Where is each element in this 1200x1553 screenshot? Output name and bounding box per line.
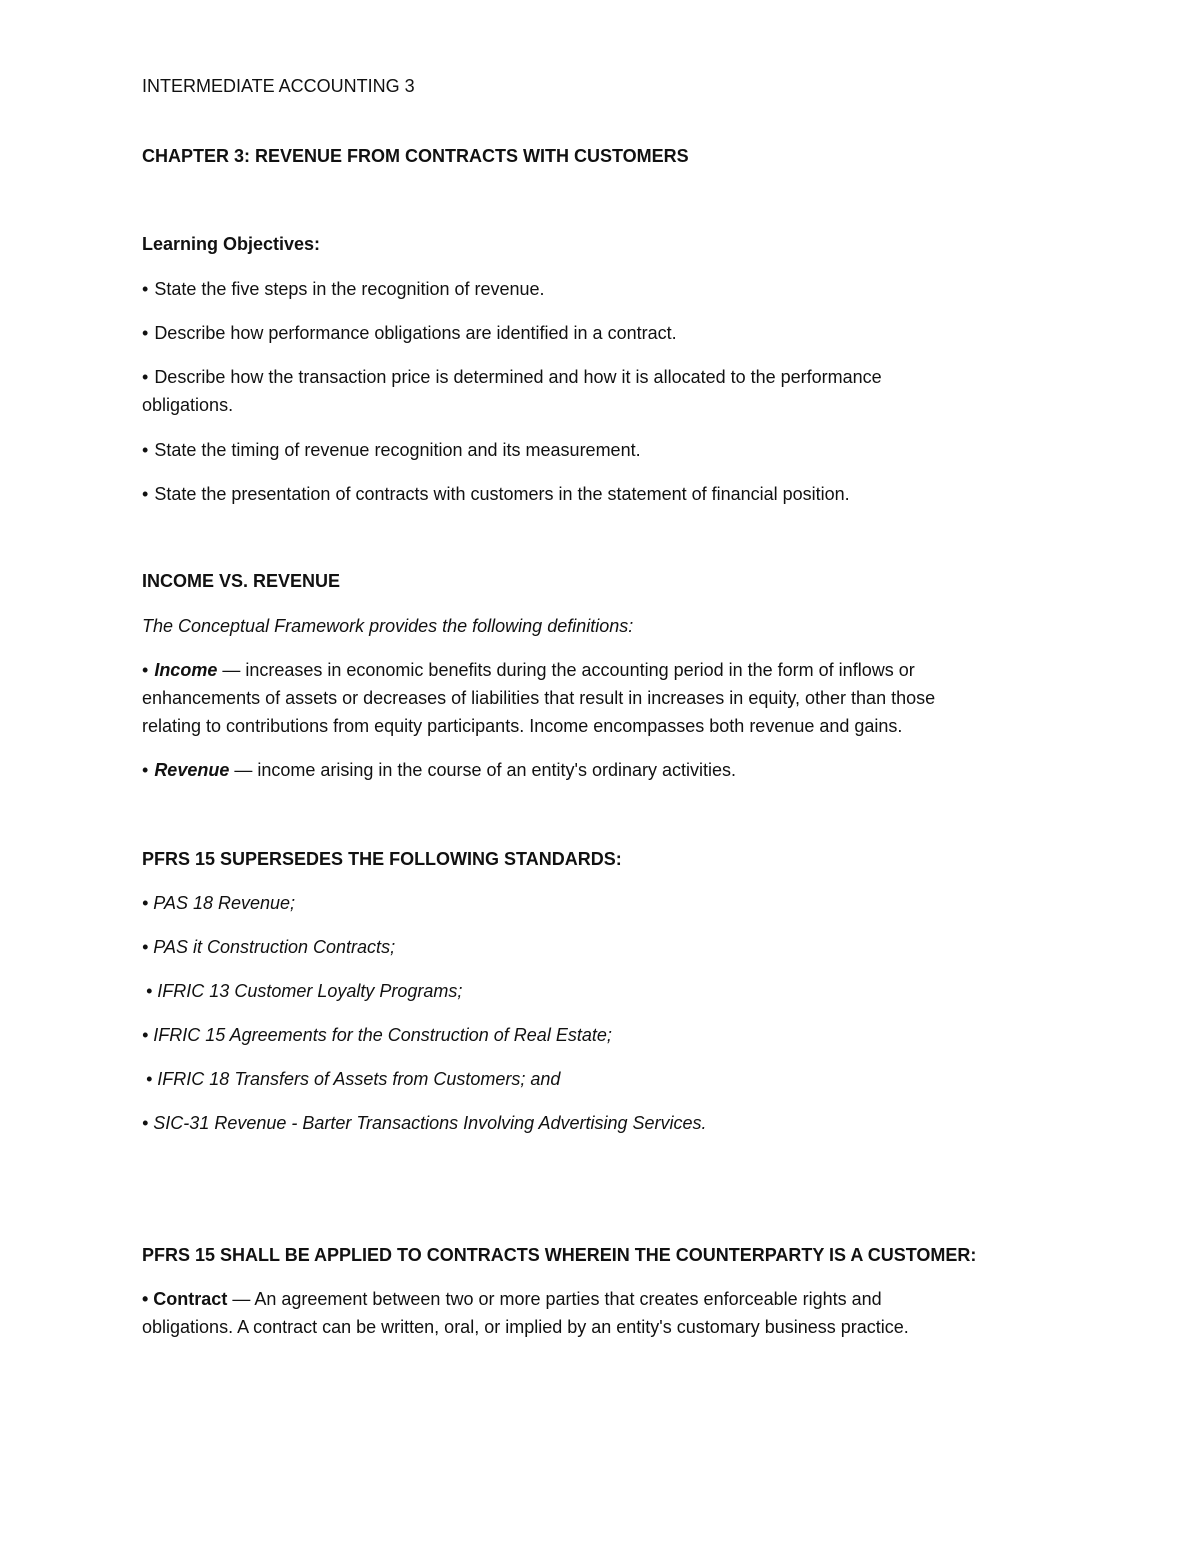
objective-item — [142, 436, 641, 464]
contract-def-line-2: obligations. A contract can be written, oral, or implied by an entity's customary business practice. — [142, 1317, 909, 1337]
applied-heading: PFRS 15 SHALL BE APPLIED TO CONTRACTS WHEREIN THE COUNTERPARTY IS A CUSTOMER: — [142, 1245, 977, 1265]
objective-item — [142, 363, 882, 391]
revenue-term: Revenue — [154, 760, 230, 780]
framework-intro: The Conceptual Framework provides the following definitions: — [142, 616, 634, 636]
bullet-icon: • — [142, 440, 149, 460]
bullet-icon: • — [142, 484, 149, 504]
contract-term: • Contract — [142, 1289, 228, 1309]
objective-text-continued: obligations. — [142, 395, 234, 415]
bullet-icon: • — [142, 660, 149, 680]
objective-item — [142, 480, 850, 508]
objective-item — [142, 275, 545, 303]
objective-text: State the presentation of contracts with customers in the statement of financial position. — [154, 484, 850, 504]
objective-text: State the five steps in the recognition of revenue. — [154, 279, 545, 299]
supersedes-heading: PFRS 15 SUPERSEDES THE FOLLOWING STANDARDS: — [142, 849, 622, 869]
income-definition — [142, 656, 915, 684]
revenue-definition — [142, 756, 736, 784]
income-term: Income — [154, 660, 218, 680]
income-def-line-2: enhancements of assets or decreases of liabilities that result in increases in equity, other than those — [142, 688, 936, 708]
contract-definition — [142, 1285, 882, 1313]
standard-item: • IFRIC 15 Agreements for the Construction of Real Estate; — [142, 1025, 612, 1045]
standard-item: • IFRIC 13 Customer Loyalty Programs; — [146, 981, 463, 1001]
income-def-line-3: relating to contributions from equity participants. Income encompasses both revenue and gains. — [142, 716, 903, 736]
bullet-icon: • — [142, 367, 149, 387]
income-vs-revenue-heading: INCOME VS. REVENUE — [142, 571, 341, 591]
bullet-icon: • — [142, 323, 149, 343]
objective-item — [142, 319, 677, 347]
objective-text: Describe how the transaction price is determined and how it is allocated to the performance — [154, 367, 882, 387]
standard-item: • SIC-31 Revenue - Barter Transactions Involving Advertising Services. — [142, 1113, 707, 1133]
objective-text: State the timing of revenue recognition and its measurement. — [154, 440, 641, 460]
objective-text: Describe how performance obligations are identified in a contract. — [154, 323, 677, 343]
income-def-line-1: — increases in economic benefits during the accounting period in the form of inflows or — [217, 660, 915, 680]
document-header: INTERMEDIATE ACCOUNTING 3 — [142, 76, 415, 96]
bullet-icon: • — [142, 279, 149, 299]
contract-def-line-1: — An agreement between two or more parties that creates enforceable rights and — [227, 1289, 882, 1309]
standard-item: • PAS 18 Revenue; — [142, 893, 296, 913]
standard-item: • IFRIC 18 Transfers of Assets from Customers; and — [146, 1069, 561, 1089]
learning-objectives-heading: Learning Objectives: — [142, 234, 321, 254]
bullet-icon: • — [142, 760, 149, 780]
standard-item: • PAS it Construction Contracts; — [142, 937, 396, 957]
chapter-title: CHAPTER 3: REVENUE FROM CONTRACTS WITH CUSTOMERS — [142, 146, 689, 166]
revenue-def: — income arising in the course of an entity's ordinary activities. — [229, 760, 737, 780]
